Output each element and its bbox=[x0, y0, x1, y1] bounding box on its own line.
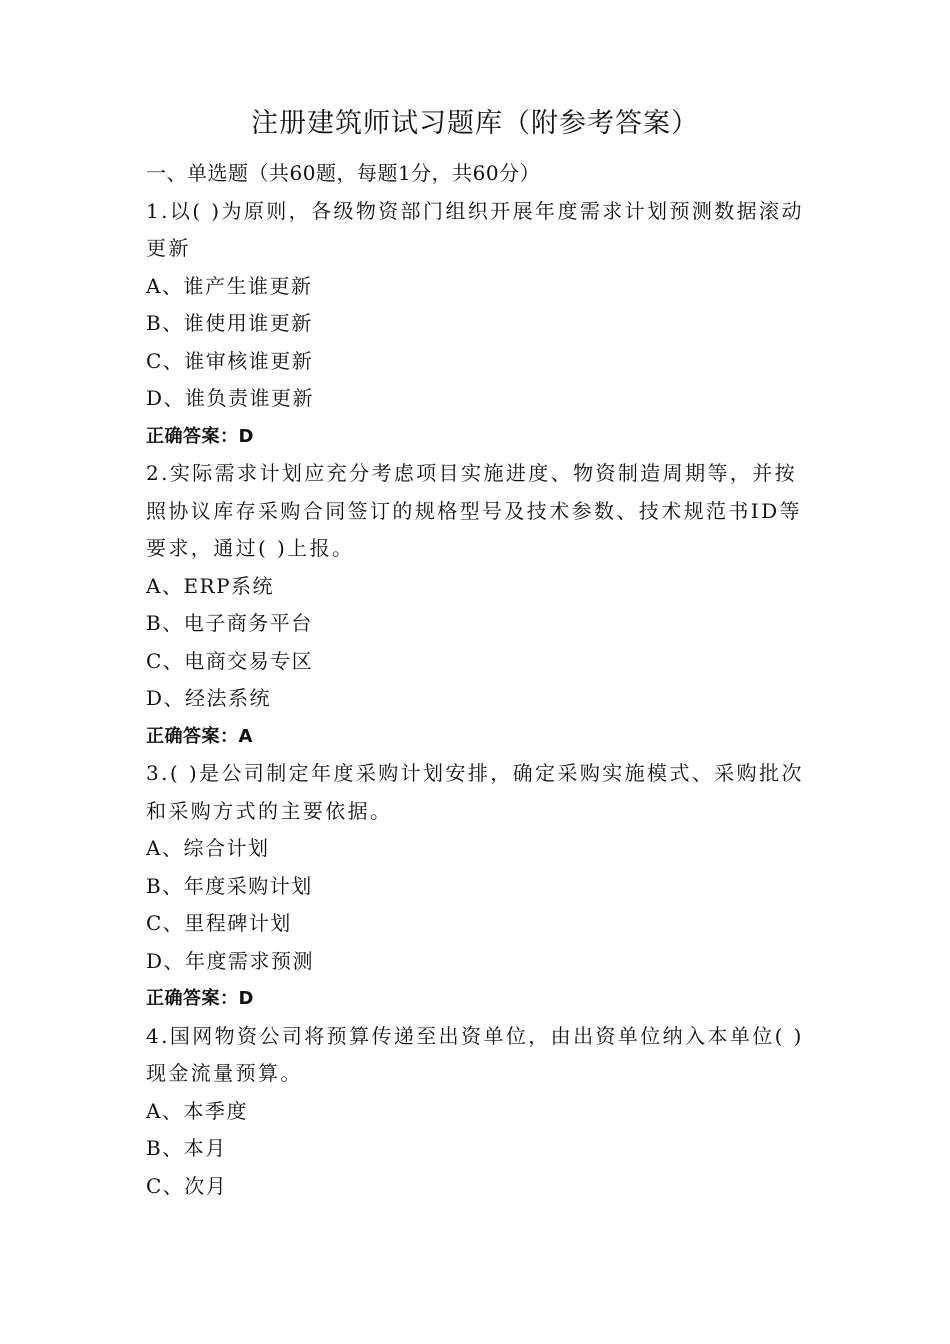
section-heading: 一、单选题（共60题，每题1分，共60分） bbox=[146, 161, 541, 185]
option-d: D、谁负责谁更新 bbox=[146, 386, 315, 410]
option-c: C、电商交易专区 bbox=[146, 648, 314, 673]
correct-answer: 正确答案：A bbox=[146, 725, 253, 747]
document-body bbox=[146, 155, 810, 1205]
correct-answer: 正确答案：D bbox=[146, 425, 254, 447]
option-b: B、谁使用谁更新 bbox=[146, 311, 313, 335]
question-block-4 bbox=[146, 1018, 810, 1206]
option-d: D、年度需求预测 bbox=[146, 948, 315, 973]
option-a: A、ERP系统 bbox=[146, 573, 275, 598]
option-a: A、综合计划 bbox=[146, 836, 270, 860]
question-stem: 4.国网物资公司将预算传递至出资单位，由出资单位纳入本单位( )现金流量预算。 bbox=[146, 1023, 804, 1085]
option-b: B、年度采购计划 bbox=[146, 873, 313, 898]
question-stem: 3.( )是公司制定年度采购计划安排，确定采购实施模式、采购批次和采购方式的主要依据。 bbox=[146, 761, 804, 823]
option-c: C、次月 bbox=[146, 1173, 228, 1198]
option-b: B、电子商务平台 bbox=[146, 611, 313, 635]
question-block-2 bbox=[146, 455, 810, 755]
option-a: A、本季度 bbox=[146, 1098, 248, 1123]
option-d: D、经法系统 bbox=[146, 686, 272, 710]
option-c: C、里程碑计划 bbox=[146, 911, 292, 935]
option-b: B、本月 bbox=[146, 1136, 227, 1160]
option-c: C、谁审核谁更新 bbox=[146, 348, 314, 373]
correct-answer: 正确答案：D bbox=[146, 988, 254, 1009]
question-stem: 1.以( )为原则，各级物资部门组织开展年度需求计划预测数据滚动更新 bbox=[146, 198, 804, 260]
question-stem: 2.实际需求计划应充分考虑项目实施进度、物资制造周期等，并按照协议库存采购合同签订的规格型号及技术参数、技术规范书ID等要求，通过( )上报。 bbox=[146, 461, 802, 560]
document-title: 注册建筑师试习题库（附参考答案） bbox=[251, 108, 699, 139]
option-a: A、谁产生谁更新 bbox=[146, 273, 313, 298]
question-block-1 bbox=[146, 193, 810, 456]
question-block-3 bbox=[146, 755, 810, 1018]
